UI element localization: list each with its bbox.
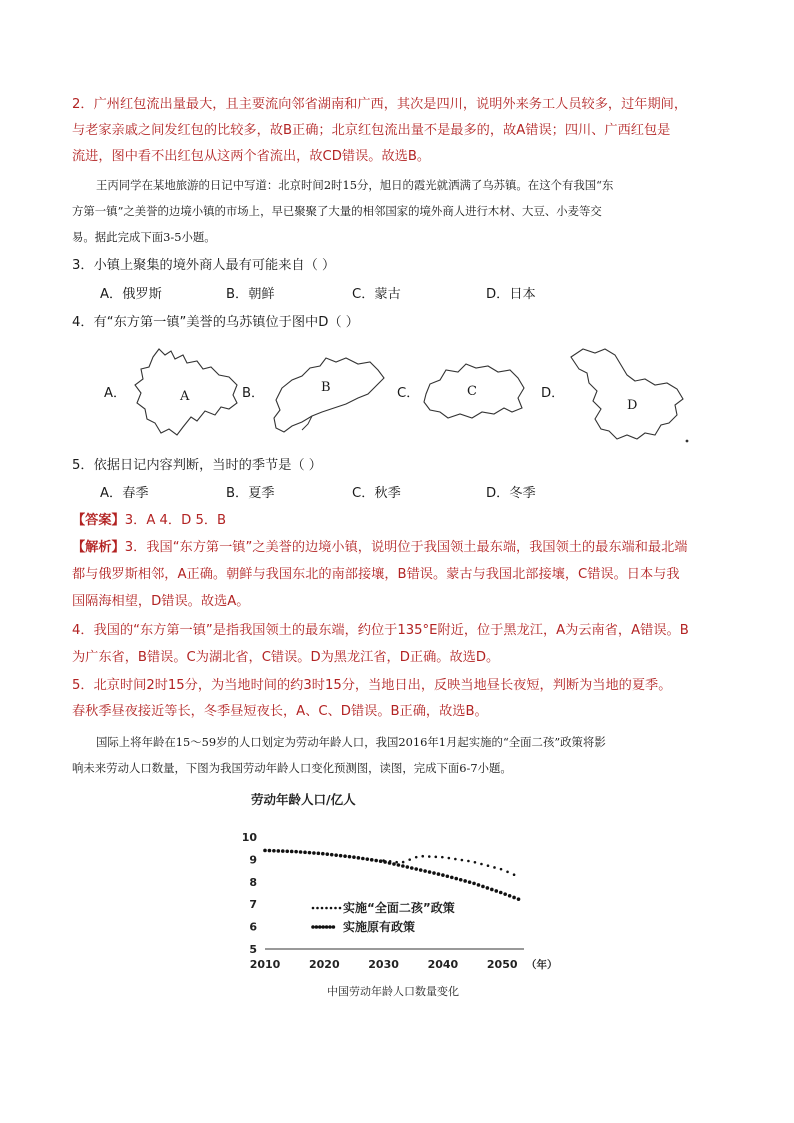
q4-stem: 4．有“东方第一镇”美誉的乌苏镇位于图中D（ ） bbox=[72, 315, 359, 330]
chart-point bbox=[513, 873, 516, 876]
chart-point bbox=[330, 853, 334, 857]
chart-point bbox=[437, 872, 441, 876]
chart-point bbox=[308, 851, 312, 855]
chart-point bbox=[493, 866, 496, 869]
q2-explanation-line-2: 与老家亲戚之间发红包的比较多，故B正确；北京红包流出量不是最多的，故A错误；四川、广西红包是 bbox=[72, 123, 671, 138]
chart-legend-marker bbox=[316, 907, 319, 910]
q2-explanation-line-1: 2．广州红包流出量最大，且主要流向邻省湖南和广西，其次是四川，说明外来务工人员较多，过年期间， bbox=[72, 97, 688, 112]
chart-point bbox=[434, 856, 437, 859]
analysis-text-1: 3．我国“东方第一镇”之美誉的边境小镇，说明位于我国领土最东端，我国领土的最东端和最北端 bbox=[124, 540, 688, 555]
passage1-line-3: 易。据此完成下面3-5小题。 bbox=[72, 230, 216, 244]
chart-series-original bbox=[263, 849, 520, 901]
chart-point bbox=[408, 858, 411, 861]
q2-explanation-line-3: 流进，图中看不出红包从这两个省流出，故CD错误。故选B。 bbox=[72, 149, 431, 164]
chart-point bbox=[499, 891, 503, 895]
chart-point bbox=[517, 897, 521, 901]
answer-line bbox=[72, 511, 226, 531]
chart-point bbox=[419, 868, 423, 872]
chart-legend bbox=[311, 900, 455, 934]
chart-legend-marker bbox=[311, 925, 315, 929]
chart-y-axis-label: 劳动年龄人口/亿人 bbox=[251, 792, 356, 807]
chart-y-tick-label: 7 bbox=[249, 898, 257, 912]
chart-point bbox=[423, 869, 427, 873]
chart-x-tick-label: 2050 bbox=[486, 958, 518, 971]
chart-point bbox=[299, 850, 303, 854]
chart-x-tick-label: 2010 bbox=[249, 958, 281, 971]
chart-legend-label: 实施原有政策 bbox=[343, 920, 416, 934]
chart-legend-marker bbox=[330, 907, 333, 910]
chart-point bbox=[481, 885, 485, 889]
chart-point bbox=[348, 855, 352, 859]
q5-option-d: D．冬季 bbox=[486, 486, 536, 501]
chart-x-tick-label: 2030 bbox=[368, 958, 399, 971]
q3-option-a: A．俄罗斯 bbox=[100, 287, 162, 302]
chart-point bbox=[508, 894, 512, 898]
chart-point bbox=[312, 851, 316, 855]
chart-legend-marker bbox=[315, 925, 319, 929]
chart-legend-marker bbox=[325, 925, 329, 929]
chart-point bbox=[321, 852, 325, 856]
chart-point bbox=[480, 863, 483, 866]
chart-point bbox=[463, 879, 467, 883]
chart-point bbox=[357, 856, 361, 860]
chart-y-tick-label: 9 bbox=[249, 853, 257, 867]
chart-point bbox=[454, 858, 457, 861]
chart-point bbox=[500, 868, 503, 871]
chart-point bbox=[277, 849, 281, 853]
chart-point bbox=[441, 873, 445, 877]
passage2-line-1: 国际上将年龄在15～59岁的人口划定为劳动年龄人口，我国2016年1月起实施的“全面二孩”政策将影 bbox=[96, 735, 606, 749]
chart-point bbox=[512, 896, 516, 900]
chart-point bbox=[272, 849, 276, 853]
chart-y-tick-label: 6 bbox=[249, 920, 257, 934]
q5-stem: 5．依据日记内容判断，当时的季节是（ ） bbox=[72, 458, 322, 473]
chart-point bbox=[467, 860, 470, 863]
chart-x-tick-label: 2020 bbox=[308, 958, 340, 971]
analysis-line-5: 为广东省，B错误。C为湖北省，C错误。D为黑龙江省，D正确。故选D。 bbox=[72, 650, 500, 665]
chart-point bbox=[392, 862, 396, 866]
chart-point bbox=[448, 857, 451, 860]
chart-point bbox=[281, 849, 285, 853]
chart-legend-marker bbox=[328, 925, 332, 929]
chart-point bbox=[490, 888, 494, 892]
chart-point bbox=[383, 860, 387, 864]
chart-point bbox=[388, 861, 392, 865]
q4-option-b: B． bbox=[242, 386, 265, 401]
chart-y-tick-label: 10 bbox=[241, 831, 257, 844]
chart-point bbox=[325, 852, 329, 856]
chart-y-tick-label: 5 bbox=[249, 943, 257, 956]
chart-legend-marker bbox=[325, 907, 328, 910]
answer-text: 3．A 4．D 5．B bbox=[124, 513, 227, 528]
chart-point bbox=[506, 871, 509, 874]
chart-point bbox=[459, 878, 463, 882]
chart-point bbox=[366, 857, 370, 861]
q3-option-c: C．蒙古 bbox=[352, 287, 401, 302]
map-heilongjiang-outline bbox=[565, 345, 695, 445]
chart-point bbox=[454, 877, 458, 881]
map-letter-a: A bbox=[180, 389, 190, 404]
chart-point bbox=[494, 889, 498, 893]
q5-option-b: B．夏季 bbox=[226, 486, 275, 501]
map-letter-d: D bbox=[627, 398, 638, 413]
chart-point bbox=[432, 871, 436, 875]
chart-series-group bbox=[263, 849, 520, 901]
chart-title: 中国劳动年龄人口数量变化 bbox=[327, 985, 459, 998]
chart-point bbox=[477, 883, 481, 887]
q4-option-c: C． bbox=[397, 386, 420, 401]
chart-point bbox=[401, 864, 405, 868]
chart-point bbox=[317, 852, 321, 856]
chart-point bbox=[428, 855, 431, 858]
chart-point bbox=[303, 851, 307, 855]
chart-point bbox=[339, 854, 343, 858]
chart-point bbox=[461, 859, 464, 862]
chart-point bbox=[486, 886, 490, 890]
q4-option-a: A． bbox=[104, 386, 127, 401]
analysis-line-1 bbox=[72, 538, 688, 558]
chart-legend-marker bbox=[332, 925, 336, 929]
chart-legend-marker bbox=[334, 907, 337, 910]
labor-population-chart bbox=[240, 782, 560, 1007]
chart-point bbox=[472, 882, 476, 886]
chart-point bbox=[395, 861, 398, 864]
chart-legend-marker bbox=[312, 907, 315, 910]
analysis-line-7: 春秋季昼夜接近等长，冬季昼短夜长，A、C、D错误。B正确，故选B。 bbox=[72, 704, 488, 719]
chart-point bbox=[285, 849, 289, 853]
q3-stem: 3．小镇上聚集的境外商人最有可能来自（ ） bbox=[72, 258, 336, 273]
q5-option-a: A．春季 bbox=[100, 486, 149, 501]
chart-point bbox=[263, 849, 267, 853]
chart-point bbox=[361, 857, 365, 861]
chart-point bbox=[294, 850, 298, 854]
chart-x-axis-label: （年） bbox=[526, 959, 558, 971]
chart-point bbox=[268, 849, 272, 853]
chart-legend-marker bbox=[318, 925, 322, 929]
chart-point bbox=[352, 855, 356, 859]
analysis-line-3: 国隔海相望，D错误。故选A。 bbox=[72, 594, 250, 609]
q3-option-d: D．日本 bbox=[486, 287, 536, 302]
answer-tag: 【答案】 bbox=[72, 513, 125, 528]
chart-point bbox=[343, 854, 347, 858]
chart-point bbox=[441, 856, 444, 859]
chart-point bbox=[474, 861, 477, 864]
chart-point bbox=[446, 874, 450, 878]
chart-point bbox=[370, 858, 374, 862]
map-letter-b: B bbox=[321, 380, 331, 395]
chart-point bbox=[402, 861, 405, 864]
map-letter-c: C bbox=[467, 384, 477, 399]
analysis-line-6: 5．北京时间2时15分，为当地时间的约3时15分，当地日出，反映当地昼长夜短，判断为当地的夏季。 bbox=[72, 678, 672, 693]
chart-point bbox=[468, 880, 472, 884]
chart-x-tick-label: 2040 bbox=[427, 958, 459, 971]
passage1-line-1: 王丙同学在某地旅游的日记中写道：北京时间2时15分，旭日的霞光就洒满了乌苏镇。在这个有我国“东 bbox=[96, 178, 614, 192]
chart-point bbox=[428, 870, 432, 874]
chart-point bbox=[450, 876, 454, 880]
chart-point bbox=[379, 859, 383, 863]
passage1-line-2: 方第一镇”之美誉的边境小镇的市场上，早已聚聚了大量的相邻国家的境外商人进行木材、大豆、小麦等交 bbox=[72, 204, 602, 218]
q3-option-b: B．朝鲜 bbox=[226, 287, 275, 302]
chart-point bbox=[414, 867, 418, 871]
analysis-tag: 【解析】 bbox=[72, 540, 125, 555]
chart-point bbox=[374, 859, 378, 863]
chart-point bbox=[487, 864, 490, 867]
chart-legend-label: 实施“全面二孩”政策 bbox=[343, 901, 455, 915]
chart-legend-marker bbox=[321, 925, 325, 929]
analysis-line-2: 都与俄罗斯相邻，A正确。朝鲜与我国东北的南部接壤，B错误。蒙古与我国北部接壤，C错误。日本与我 bbox=[72, 567, 680, 582]
chart-point bbox=[334, 853, 338, 857]
chart-point bbox=[397, 863, 401, 867]
q5-option-c: C．秋季 bbox=[352, 486, 401, 501]
passage2-line-2: 响未来劳动人口数量，下图为我国劳动年龄人口变化预测图，读图，完成下面6-7小题。 bbox=[72, 761, 512, 775]
chart-point bbox=[421, 855, 424, 858]
chart-y-tick-label: 8 bbox=[249, 875, 257, 889]
q4-option-d: D． bbox=[541, 386, 565, 401]
chart-point bbox=[415, 856, 418, 859]
chart-point bbox=[290, 850, 294, 854]
chart-point bbox=[410, 866, 414, 870]
chart-legend-marker bbox=[339, 907, 342, 910]
chart-point bbox=[503, 892, 507, 896]
chart-point bbox=[406, 865, 410, 869]
chart-legend-marker bbox=[321, 907, 324, 910]
analysis-line-4: 4．我国的“东方第一镇”是指我国领土的最东端，约位于135°E附近，位于黑龙江，A为云南省，A错误。B bbox=[72, 623, 689, 638]
